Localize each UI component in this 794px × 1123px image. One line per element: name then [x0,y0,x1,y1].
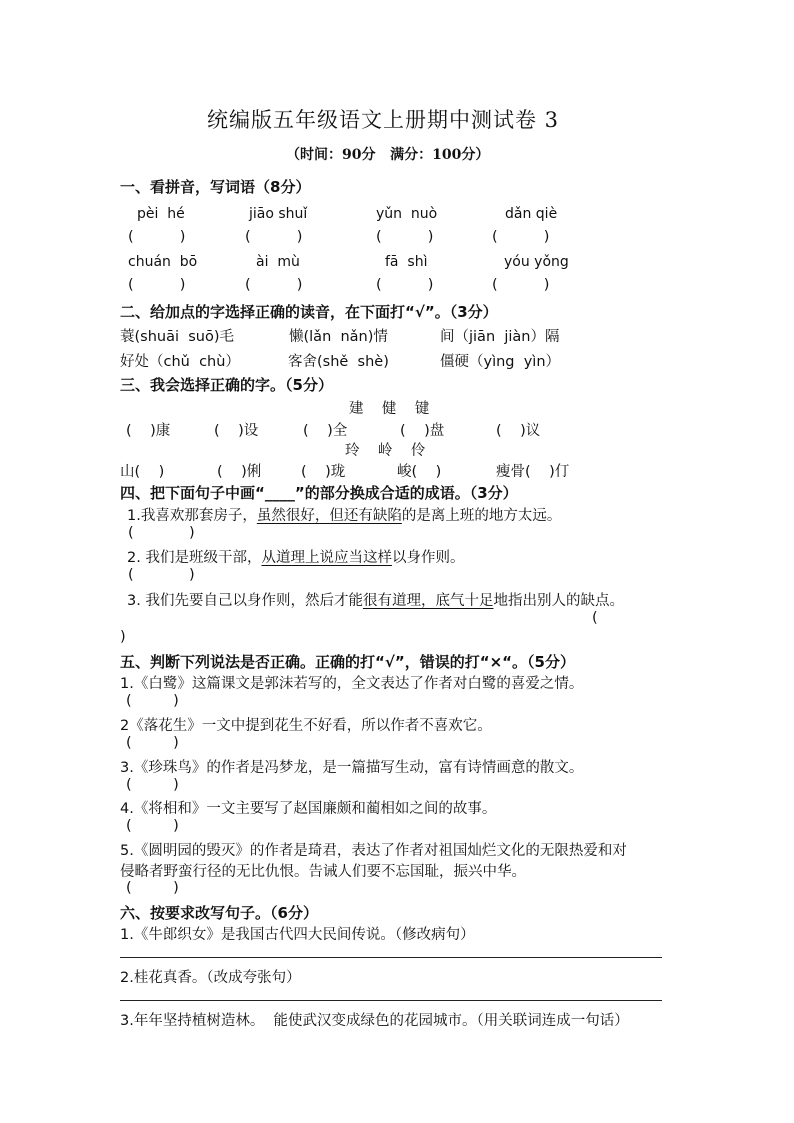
char-blank[interactable]: 瘦骨( )仃 [496,464,570,480]
judgment-item: 侵略者野蛮行径的无比仇恨。告诫人们要不忘国耻，振兴中华。 [120,864,526,880]
rewrite-item: 1.《牛郎织女》是我国古代四大民间传说。（修改病句） [120,927,475,943]
char-blank[interactable]: ( )议 [496,423,541,439]
answer-bracket[interactable]: ( ) [245,229,303,245]
answer-line[interactable] [120,957,662,958]
char-blank[interactable]: ( )康 [126,423,171,439]
char-blank[interactable]: ( )珑 [301,464,346,480]
judgment-item: 2《落花生》一文中提到花生不好看，所以作者不喜欢它。 [120,718,492,734]
pinyin: chuán bō [128,254,198,270]
section-5-heading: 五、判断下列说法是否正确。正确的打“√”，错误的打“×“。（5分） [120,653,575,671]
sentence [127,504,561,525]
sentence-text: 的是离上班的地方太远。 [401,508,562,524]
exam-title: 统编版五年级语文上册期中测试卷 3 [207,108,560,132]
underlined-phrase: 虽然很好，但还有缺陷 [256,508,402,524]
sentence-text: 3. 我们先要自己以身作则，然后才能 [127,593,363,609]
answer-bracket[interactable]: ( ) [126,693,179,709]
sentence-text: 1.我喜欢那套房子， [127,508,257,524]
answer-bracket[interactable]: ( ) [128,229,186,245]
section-4-heading: 四、把下面句子中画“____”的部分换成合适的成语。（3分） [120,484,518,502]
pinyin: yǔn nuò [376,206,438,222]
answer-line[interactable] [120,1000,662,1001]
judgment-item: 5.《圆明园的毁灭》的作者是琦君，表达了作者对祖国灿烂文化的无限热爱和对 [120,843,627,859]
section-6-heading: 六、按要求改写句子。（6分） [120,904,318,922]
underlined-phrase: 很有道理，底气十足 [362,593,494,609]
char-blank[interactable]: ( )设 [214,423,259,439]
sentence-text: 以身作则。 [391,550,465,566]
answer-open-paren[interactable]: ( [592,610,598,626]
reading-choice[interactable]: 间（jiān jiàn）隔 [440,329,560,345]
underlined-phrase: 从道理上说应当这样 [261,550,392,566]
sentence [127,546,464,567]
answer-bracket[interactable]: ( ) [128,277,186,293]
answer-bracket[interactable]: ( ) [128,567,195,583]
pinyin: fā shì [385,254,428,270]
answer-bracket[interactable]: ( ) [376,229,434,245]
char-blank[interactable]: 山( ) [120,464,165,480]
answer-bracket[interactable]: ( ) [126,777,179,793]
pinyin: yóu yǒng [504,254,569,270]
answer-bracket[interactable]: ( ) [126,818,179,834]
answer-bracket[interactable]: ( ) [126,880,179,896]
answer-close-paren[interactable]: ) [120,629,126,645]
answer-bracket[interactable]: ( ) [245,277,303,293]
section-1-heading: 一、看拼音，写词语（8分） [120,178,311,196]
reading-choice[interactable]: 蓑(shuāi suō)毛 [120,329,234,345]
reading-choice[interactable]: 懒(lǎn nǎn)情 [289,329,388,345]
rewrite-item: 3.年年坚持植树造林。 能使武汉变成绿色的花园城市。（用关联词连成一句话） [120,1013,629,1029]
reading-choice[interactable]: 好处（chǔ chù） [120,354,240,370]
char-blank[interactable]: ( )盘 [400,423,445,439]
pinyin: dǎn qiè [505,206,558,222]
answer-bracket[interactable]: ( ) [376,277,434,293]
char-blank[interactable]: ( )全 [303,423,348,439]
judgment-item: 3.《珍珠鸟》的作者是冯梦龙，是一篇描写生动，富有诗情画意的散文。 [120,760,584,776]
reading-choice[interactable]: 僵硬（yìng yìn） [440,354,561,370]
exam-subtitle: （时间：90分 满分：100分） [286,147,490,163]
section-3-heading: 三、我会选择正确的字。（5分） [120,376,333,394]
sentence-text: 2. 我们是班级干部， [127,550,262,566]
char-options: 建 健 键 [349,401,430,417]
judgment-item: 1.《白鹭》这篇课文是郭沫若写的，全文表达了作者对白鹭的喜爱之情。 [120,676,584,692]
pinyin: ài mù [256,254,300,270]
answer-bracket[interactable]: ( ) [492,229,550,245]
rewrite-item: 2.桂花真香。（改成夸张句） [120,970,301,986]
char-options: 玲 岭 伶 [345,443,426,459]
answer-bracket[interactable]: ( ) [492,277,550,293]
char-blank[interactable]: 峻( ) [397,464,442,480]
answer-bracket[interactable]: ( ) [128,525,195,541]
char-blank[interactable]: ( )俐 [217,464,262,480]
sentence [127,589,624,610]
pinyin: jiāo shuǐ [249,206,308,222]
sentence-text: 地指出别人的缺点。 [493,593,624,609]
judgment-item: 4.《将相和》一文主要写了赵国廉颇和蔺相如之间的故事。 [120,801,497,817]
section-2-heading: 二、给加点的字选择正确的读音，在下面打“√”。（3分） [120,303,498,321]
reading-choice[interactable]: 客舍(shě shè) [288,354,389,370]
answer-bracket[interactable]: ( ) [126,735,179,751]
pinyin: pèi hé [137,206,185,222]
